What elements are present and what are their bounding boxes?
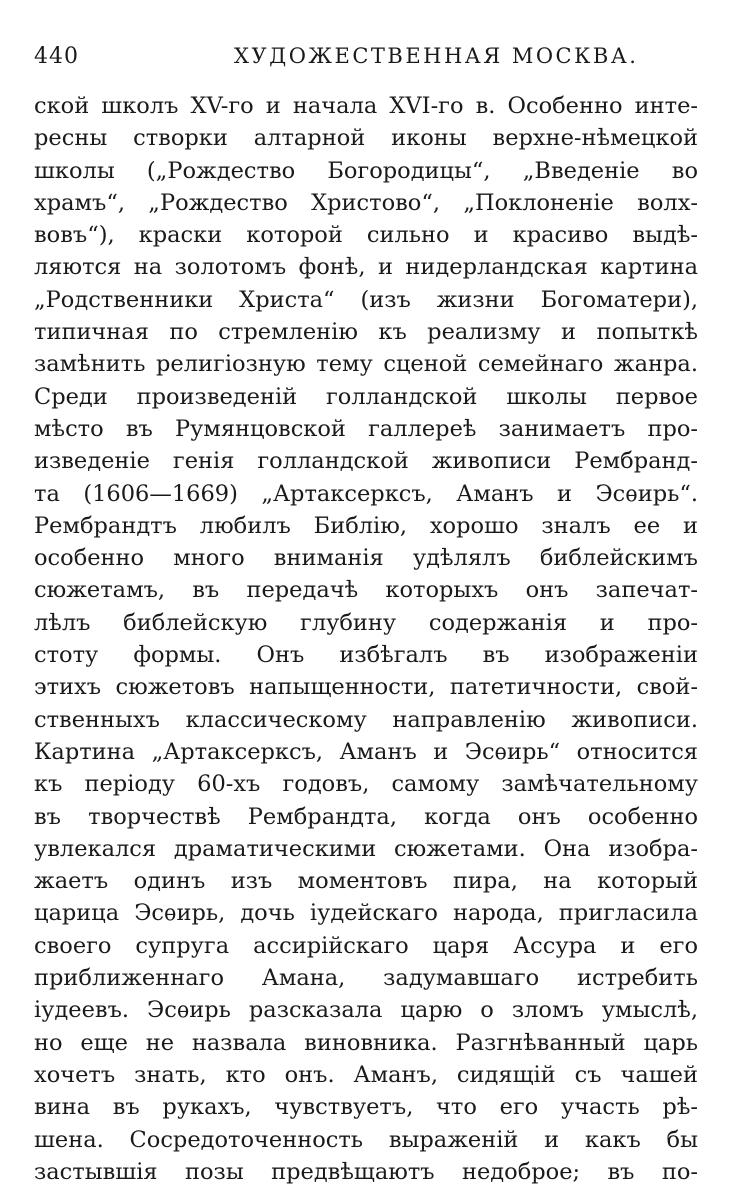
text-line: вовъ“), краски которой сильно и красиво выдѣ-	[34, 222, 698, 249]
text-line: особенно много вниманія удѣлялъ библейскимъ	[34, 545, 698, 572]
text-line: замѣнить религіозную тему сценой семейнаго жанра.	[34, 351, 698, 378]
text-line: школы („Рождество Богородицы“, „Введеніе во	[34, 157, 698, 184]
text-line: лѣлъ библейскую глубину содержанія и про-	[34, 609, 698, 636]
text-line: застывшія позы предвѣщаютъ недоброе; въ по-	[34, 1158, 698, 1185]
text-line: Среди произведеній голландской школы первое	[34, 383, 698, 410]
text-line: „Родственники Христа“ (изъ жизни Богоматери),	[34, 286, 698, 313]
body-text	[34, 90, 698, 1188]
text-line: типичная по стремленію къ реализму и попыткѣ	[34, 319, 698, 346]
text-line: ляются на золотомъ фонѣ, и нидерландская картина	[34, 254, 698, 281]
text-line: стоту формы. Онъ избѣгалъ въ изображеніи	[34, 642, 698, 669]
text-line: но еще не назвала виновника. Разгнѣванный царь	[34, 1029, 698, 1056]
page-number: 440	[34, 44, 79, 69]
text-line: въ творчествѣ Рембрандта, когда онъ особенно	[34, 803, 698, 830]
text-line: вина въ рукахъ, чувствуетъ, что его участь рѣ-	[34, 1094, 698, 1121]
text-line: мѣсто въ Румянцовской галлереѣ занимаетъ про-	[34, 415, 698, 442]
text-line: ресны створки алтарной иконы верхне-нѣмецкой	[34, 125, 698, 152]
text-line: та (1606—1669) „Артаксерксъ, Аманъ и Эсѳирь“.	[34, 480, 698, 507]
text-line: іудеевъ. Эсѳирь разсказала царю о зломъ умыслѣ,	[34, 997, 698, 1024]
text-line: ственныхъ классическому направленію живописи.	[34, 706, 698, 733]
text-line: царица Эсѳирь, дочь іудейскаго народа, пригласила	[34, 900, 698, 927]
text-line: своего супруга ассирійскаго царя Ассура и его	[34, 932, 698, 959]
text-line: храмъ“, „Рождество Христово“, „Поклоненіе волх-	[34, 189, 698, 216]
text-line: изведеніе генія голландской живописи Рембранд-	[34, 448, 698, 475]
text-line: ской школъ XV-го и начала XVI-го в. Особенно инте-	[34, 93, 698, 119]
text-line: увлекался драматическими сюжетами. Она изобра-	[34, 835, 698, 862]
text-line: къ періоду 60-хъ годовъ, самому замѣчательному	[34, 771, 698, 798]
text-line: этихъ сюжетовъ напыщенности, патетичности, свой-	[34, 674, 698, 701]
running-title: ХУДОЖЕСТВЕННАЯ МОСКВА.	[234, 44, 639, 68]
text-line: шена. Сосредоточенность выраженій и какъ бы	[34, 1126, 698, 1153]
text-line: хочетъ знать, кто онъ. Аманъ, сидящій съ чашей	[34, 1061, 698, 1088]
text-line: сюжетамъ, въ передачѣ которыхъ онъ запечат-	[34, 577, 698, 604]
text-line: Рембрандтъ любилъ Библію, хорошо зналъ ее и	[34, 512, 698, 539]
page-header	[30, 44, 700, 74]
text-line: жаетъ одинъ изъ моментовъ пира, на который	[34, 868, 698, 895]
text-line: приближеннаго Амана, задумавшаго истребить	[34, 965, 698, 992]
text-line: Картина „Артаксерксъ, Аманъ и Эсѳирь“ относится	[34, 738, 698, 765]
